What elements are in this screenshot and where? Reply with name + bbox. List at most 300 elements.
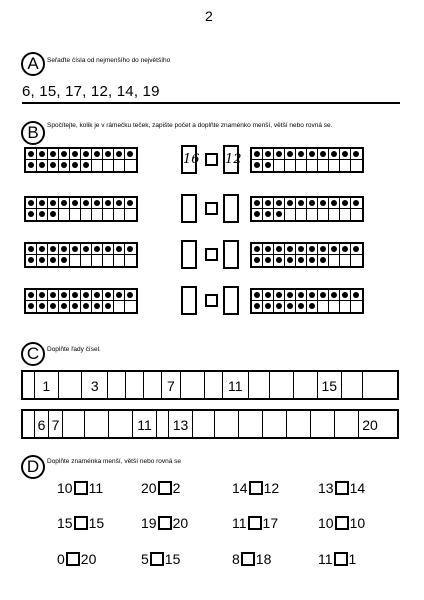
frame-cell <box>263 244 274 255</box>
frame-cell <box>70 255 81 266</box>
section-b-instruction: Spočítejte, kolik je v rámečku teček, zapište počet a doplňte znaménko menší, větší nebo rovná se. <box>47 122 333 129</box>
frame-cell <box>285 244 296 255</box>
dot <box>39 292 45 298</box>
left-number: 14 <box>232 480 248 496</box>
dot <box>127 151 133 157</box>
dot <box>83 303 89 309</box>
frame-cell <box>307 301 318 312</box>
dot <box>320 246 326 252</box>
frame-cell <box>37 209 48 220</box>
dot <box>72 246 78 252</box>
dot <box>265 211 271 217</box>
dot <box>105 292 111 298</box>
frame-cell <box>81 301 92 312</box>
frame-cell <box>340 160 351 171</box>
dot <box>50 211 56 217</box>
dot <box>28 303 34 309</box>
frame-cell <box>340 290 351 301</box>
number-row-1 <box>21 370 399 400</box>
frame-cell <box>125 209 136 220</box>
frame-cell <box>103 244 114 255</box>
number-cell[interactable] <box>205 372 223 398</box>
dot <box>265 246 271 252</box>
dot <box>127 292 133 298</box>
dot <box>276 292 282 298</box>
left-number: 11 <box>232 515 247 531</box>
frame-cell <box>340 244 351 255</box>
frame-cell <box>48 198 59 209</box>
frame-cell <box>81 198 92 209</box>
comparison-item <box>232 551 271 567</box>
dot <box>61 292 67 298</box>
dot <box>309 200 315 206</box>
left-number: 8 <box>232 551 240 567</box>
dot <box>105 200 111 206</box>
frame-cell <box>48 209 59 220</box>
dot <box>39 303 45 309</box>
number-cell[interactable] <box>342 372 364 398</box>
number-cell[interactable] <box>59 372 83 398</box>
frame-cell <box>340 149 351 160</box>
dot <box>342 200 348 206</box>
frame-cell <box>26 290 37 301</box>
dot <box>127 200 133 206</box>
number-cell[interactable] <box>294 372 318 398</box>
frame-cell <box>92 198 103 209</box>
frame-cell <box>351 290 362 301</box>
left-number: 15 <box>57 515 73 531</box>
number-cell[interactable] <box>85 411 109 437</box>
frame-cell <box>263 290 274 301</box>
sign-box[interactable] <box>66 552 80 566</box>
frame-cell <box>263 301 274 312</box>
dot <box>72 200 78 206</box>
dot <box>309 303 315 309</box>
dot <box>298 292 304 298</box>
dot <box>28 162 34 168</box>
dot <box>28 257 34 263</box>
dot <box>331 246 337 252</box>
dot <box>265 303 271 309</box>
frame-cell <box>59 255 70 266</box>
frame-cell <box>351 244 362 255</box>
sign-box[interactable] <box>158 481 172 495</box>
frame-cell <box>296 198 307 209</box>
frame-cell <box>81 290 92 301</box>
dot <box>72 303 78 309</box>
dot <box>50 257 56 263</box>
count-box-left[interactable] <box>181 240 197 269</box>
frame-cell <box>26 209 37 220</box>
dot <box>265 162 271 168</box>
frame-cell <box>340 255 351 266</box>
frame-cell <box>329 160 340 171</box>
right-number: 15 <box>164 551 181 567</box>
frame-cell <box>318 301 329 312</box>
dot <box>50 162 56 168</box>
frame-cell <box>103 149 114 160</box>
number-row-2 <box>21 409 399 439</box>
sign-box[interactable] <box>158 516 172 530</box>
right-number: 18 <box>255 551 272 567</box>
frame-cell <box>26 301 37 312</box>
number-cell[interactable]: 6 <box>35 411 49 437</box>
dot <box>39 162 45 168</box>
number-cell[interactable] <box>157 411 169 437</box>
frame-cell <box>340 301 351 312</box>
dot <box>287 303 293 309</box>
dot <box>94 292 100 298</box>
frame-cell <box>351 149 362 160</box>
dot <box>276 211 282 217</box>
ten-frame-left <box>24 196 138 222</box>
frame-cell <box>114 198 125 209</box>
dot <box>331 151 337 157</box>
frame-cell <box>114 209 125 220</box>
dot <box>50 292 56 298</box>
frame-cell <box>329 198 340 209</box>
sign-box[interactable] <box>334 552 348 566</box>
answer-line[interactable] <box>22 102 400 104</box>
frame-cell <box>252 255 263 266</box>
left-number: 10 <box>318 515 334 531</box>
frame-cell <box>351 198 362 209</box>
frame-cell <box>307 290 318 301</box>
frame-cell <box>114 160 125 171</box>
sign-box[interactable] <box>74 516 88 530</box>
right-number: 2 <box>172 480 181 496</box>
dot <box>28 200 34 206</box>
dot <box>353 200 359 206</box>
comparison-item <box>141 515 188 531</box>
dot <box>116 246 122 252</box>
count-box-right[interactable]: 12 <box>223 145 239 174</box>
dot <box>39 200 45 206</box>
section-c-marker: C <box>21 342 45 366</box>
right-number: 14 <box>349 480 366 496</box>
left-number: 13 <box>318 480 334 496</box>
frame-cell <box>252 149 263 160</box>
sign-box[interactable] <box>205 153 218 166</box>
dot <box>61 162 67 168</box>
frame-cell <box>37 198 48 209</box>
frame-cell <box>340 198 351 209</box>
dot <box>254 162 260 168</box>
dot <box>276 151 282 157</box>
frame-cell <box>296 160 307 171</box>
number-cell[interactable] <box>249 372 271 398</box>
frame-cell <box>59 301 70 312</box>
number-cell[interactable]: 11 <box>133 411 157 437</box>
frame-cell <box>351 301 362 312</box>
number-cell[interactable] <box>270 372 294 398</box>
dot <box>28 151 34 157</box>
frame-cell <box>59 290 70 301</box>
number-cell[interactable] <box>144 372 162 398</box>
frame-cell <box>81 160 92 171</box>
number-cell[interactable] <box>181 372 205 398</box>
frame-cell <box>252 290 263 301</box>
number-cell[interactable]: 7 <box>49 411 63 437</box>
dot <box>94 246 100 252</box>
frame-cell <box>103 255 114 266</box>
frame-cell <box>59 149 70 160</box>
frame-cell <box>26 149 37 160</box>
frame-cell <box>70 301 81 312</box>
number-cell[interactable] <box>215 411 239 437</box>
frame-cell <box>318 160 329 171</box>
frame-cell <box>252 160 263 171</box>
frame-cell <box>307 209 318 220</box>
frame-cell <box>307 160 318 171</box>
number-cell[interactable] <box>263 411 287 437</box>
dot <box>39 211 45 217</box>
section-a-instruction: Seřaďte čísla od nejmenšího do největšího <box>47 57 171 64</box>
number-cell[interactable] <box>126 372 144 398</box>
dot <box>298 303 304 309</box>
dot <box>83 246 89 252</box>
number-cell[interactable] <box>63 411 85 437</box>
number-cell[interactable] <box>311 411 335 437</box>
dot <box>116 292 122 298</box>
frame-cell <box>70 209 81 220</box>
right-number: 20 <box>80 551 97 567</box>
frame-cell <box>92 255 103 266</box>
left-number: 11 <box>318 551 333 567</box>
dot <box>331 200 337 206</box>
dot <box>265 151 271 157</box>
frame-cell <box>37 301 48 312</box>
left-number: 5 <box>141 551 149 567</box>
frame-cell <box>263 198 274 209</box>
number-cell[interactable] <box>193 411 215 437</box>
frame-cell <box>92 149 103 160</box>
dot <box>287 246 293 252</box>
frame-cell <box>307 244 318 255</box>
number-cell[interactable] <box>108 372 126 398</box>
sign-box[interactable] <box>205 248 218 261</box>
number-cell[interactable]: 13 <box>169 411 193 437</box>
dot <box>116 151 122 157</box>
ten-frame-right <box>250 147 364 173</box>
dot <box>61 246 67 252</box>
frame-cell <box>70 160 81 171</box>
dot <box>50 246 56 252</box>
right-number: 12 <box>263 480 280 496</box>
right-number: 20 <box>172 515 189 531</box>
frame-cell <box>296 209 307 220</box>
dot <box>353 151 359 157</box>
number-cell[interactable]: 7 <box>162 372 182 398</box>
sign-box[interactable] <box>249 481 263 495</box>
right-number: 17 <box>262 515 279 531</box>
frame-cell <box>26 255 37 266</box>
sign-box[interactable] <box>150 552 164 566</box>
frame-cell <box>125 255 136 266</box>
number-cell[interactable]: 1 <box>35 372 59 398</box>
section-a-marker: A <box>21 52 45 76</box>
frame-cell <box>318 244 329 255</box>
number-cell[interactable]: 15 <box>318 372 342 398</box>
number-cell[interactable] <box>23 372 35 398</box>
frame-cell <box>274 209 285 220</box>
frame-cell <box>48 301 59 312</box>
dot <box>287 257 293 263</box>
comparison-item <box>232 480 279 496</box>
dot <box>94 151 100 157</box>
dot <box>265 200 271 206</box>
frame-cell <box>37 255 48 266</box>
dot <box>39 246 45 252</box>
dot <box>61 200 67 206</box>
dot <box>94 200 100 206</box>
number-cell[interactable] <box>23 411 35 437</box>
frame-cell <box>285 290 296 301</box>
count-box-right[interactable] <box>223 240 239 269</box>
dot <box>254 151 260 157</box>
comparison-item <box>57 480 103 496</box>
sign-box[interactable] <box>335 516 349 530</box>
frame-cell <box>59 244 70 255</box>
sign-box[interactable] <box>241 552 255 566</box>
frame-cell <box>70 244 81 255</box>
dot <box>276 246 282 252</box>
frame-cell <box>274 198 285 209</box>
frame-cell <box>37 290 48 301</box>
ten-frame-right <box>250 242 364 268</box>
dot <box>39 151 45 157</box>
sign-box[interactable] <box>205 294 218 307</box>
frame-cell <box>26 198 37 209</box>
dot <box>72 151 78 157</box>
frame-cell <box>48 244 59 255</box>
frame-cell <box>92 209 103 220</box>
dot <box>105 246 111 252</box>
frame-cell <box>285 209 296 220</box>
dot <box>105 303 111 309</box>
comparison-item <box>232 515 278 531</box>
right-number: 11 <box>88 480 104 496</box>
number-cell[interactable] <box>335 411 359 437</box>
frame-cell <box>125 160 136 171</box>
frame-cell <box>329 209 340 220</box>
number-cell[interactable]: 11 <box>223 372 249 398</box>
dot <box>105 151 111 157</box>
dot <box>254 303 260 309</box>
dot <box>320 292 326 298</box>
comparison-item <box>141 551 180 567</box>
count-box-left[interactable] <box>181 286 197 315</box>
dot <box>309 292 315 298</box>
comparison-item <box>57 551 96 567</box>
dot <box>94 303 100 309</box>
number-cell[interactable] <box>109 411 133 437</box>
frame-cell <box>318 149 329 160</box>
frame-cell <box>307 198 318 209</box>
comparison-item <box>318 551 356 567</box>
sign-box[interactable] <box>248 516 262 530</box>
right-number: 1 <box>348 551 357 567</box>
frame-cell <box>59 198 70 209</box>
number-cell[interactable] <box>239 411 263 437</box>
frame-cell <box>70 149 81 160</box>
frame-cell <box>92 301 103 312</box>
dot <box>254 211 260 217</box>
dot <box>342 246 348 252</box>
frame-cell <box>125 149 136 160</box>
dot <box>127 246 133 252</box>
frame-cell <box>37 160 48 171</box>
frame-cell <box>329 290 340 301</box>
dot <box>342 151 348 157</box>
dot <box>254 257 260 263</box>
frame-cell <box>70 198 81 209</box>
dot <box>353 246 359 252</box>
number-cell[interactable]: 20 <box>362 417 378 433</box>
frame-cell <box>37 149 48 160</box>
frame-cell <box>48 149 59 160</box>
count-box-right[interactable] <box>223 194 239 223</box>
frame-cell <box>59 160 70 171</box>
frame-cell <box>285 255 296 266</box>
dot <box>342 292 348 298</box>
dot <box>298 246 304 252</box>
frame-cell <box>114 301 125 312</box>
number-sequence: 6, 15, 17, 12, 14, 19 <box>22 83 160 100</box>
number-cell[interactable] <box>287 411 311 437</box>
frame-cell <box>81 255 92 266</box>
dot <box>254 292 260 298</box>
frame-cell <box>48 255 59 266</box>
count-box-left[interactable]: 16 <box>181 145 197 174</box>
dot <box>309 257 315 263</box>
dot <box>309 151 315 157</box>
frame-cell <box>296 255 307 266</box>
section-b-marker: B <box>21 121 45 145</box>
frame-cell <box>81 149 92 160</box>
frame-cell <box>48 160 59 171</box>
dot <box>276 303 282 309</box>
frame-cell <box>351 160 362 171</box>
comparison-item <box>57 515 104 531</box>
sign-box[interactable] <box>205 202 218 215</box>
dot <box>83 292 89 298</box>
count-box-right[interactable] <box>223 286 239 315</box>
frame-cell <box>263 160 274 171</box>
frame-cell <box>318 290 329 301</box>
frame-cell <box>274 255 285 266</box>
dot <box>287 151 293 157</box>
frame-cell <box>318 209 329 220</box>
frame-cell <box>114 149 125 160</box>
frame-cell <box>103 301 114 312</box>
number-cell[interactable]: 3 <box>82 372 108 398</box>
sign-box[interactable] <box>74 481 88 495</box>
dot <box>61 257 67 263</box>
frame-cell <box>70 290 81 301</box>
dot <box>39 257 45 263</box>
frame-cell <box>329 301 340 312</box>
frame-cell <box>114 255 125 266</box>
frame-cell <box>307 149 318 160</box>
frame-cell <box>103 209 114 220</box>
frame-cell <box>252 209 263 220</box>
frame-cell <box>263 149 274 160</box>
number-cell[interactable] <box>363 372 397 398</box>
count-box-left[interactable] <box>181 194 197 223</box>
sign-box[interactable] <box>335 481 349 495</box>
frame-cell <box>263 209 274 220</box>
